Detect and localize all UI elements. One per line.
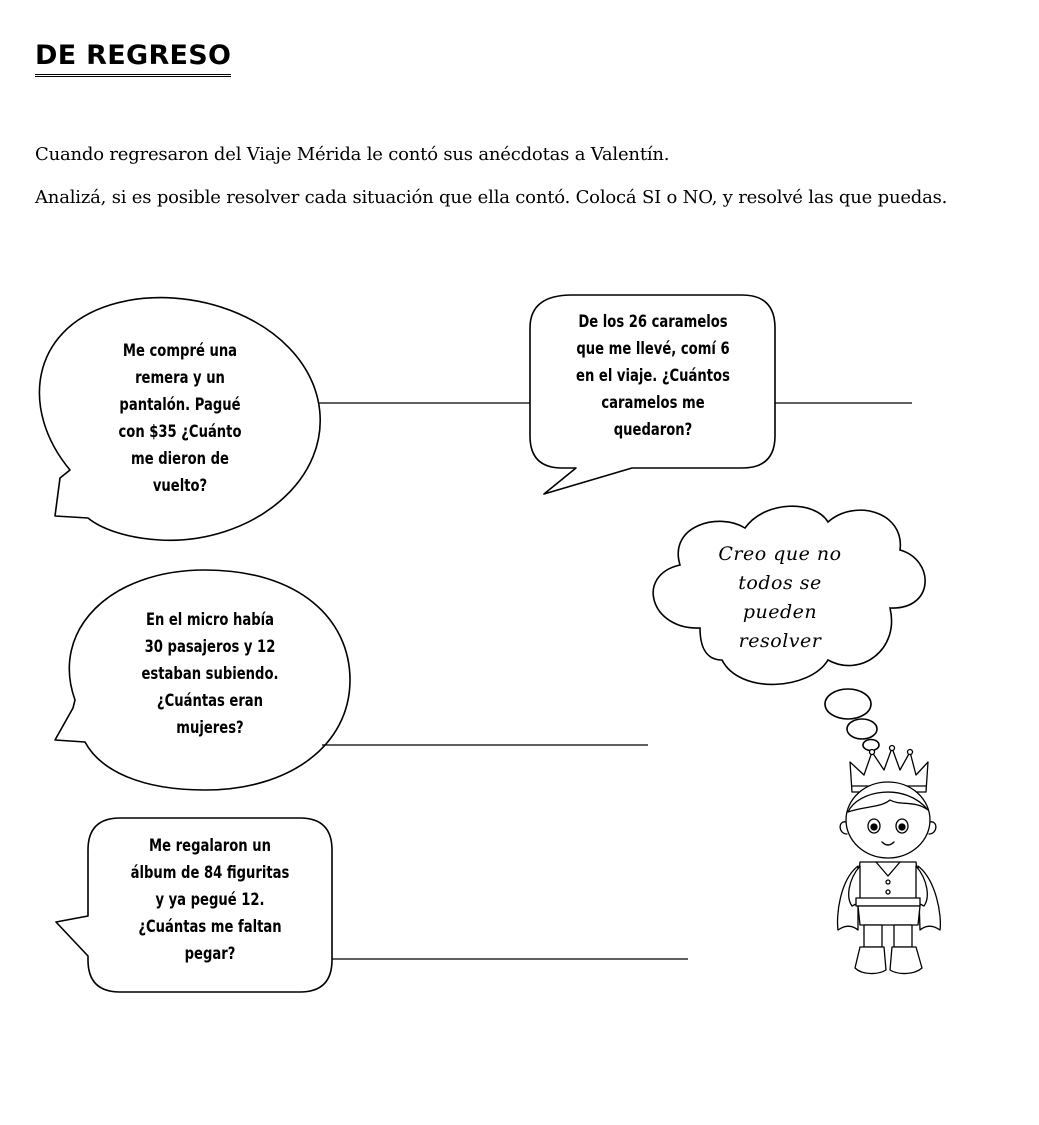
thought-dot-small xyxy=(863,740,879,751)
prince-illustration xyxy=(838,746,941,974)
bubble-4-line: ¿Cuántas me faltan xyxy=(138,917,282,937)
thought-line: Creo que no xyxy=(718,543,842,565)
thought-line: todos se xyxy=(738,572,822,594)
bubble-1-line: vuelto? xyxy=(152,476,208,496)
instructions-text: Analizá, si es posible resolver cada situación que ella contó. Colocá SI o NO, y resolvé las que puedas. xyxy=(35,187,948,208)
answer-lines xyxy=(318,403,912,959)
bubble-3-line: estaban subiendo. xyxy=(141,664,279,684)
thought-dot-medium xyxy=(847,719,877,739)
bubble-4-line: álbum de 84 figuritas xyxy=(130,863,290,883)
bubble-1-line: con $35 ¿Cuánto xyxy=(118,422,242,442)
bubble-1-line: me dieron de xyxy=(131,449,229,469)
bubble-4-line: pegar? xyxy=(184,944,236,964)
bubble-3-line: mujeres? xyxy=(176,718,244,738)
bubble-3-text xyxy=(124,607,296,742)
bubble-1-text xyxy=(111,338,249,500)
bubble-1-line: remera y un xyxy=(135,368,225,388)
bubble-2-line: caramelos me xyxy=(601,393,705,413)
bubble-4-line: Me regalaron un xyxy=(149,836,271,856)
page-title: DE REGRESO xyxy=(35,38,231,77)
bubble-3-line: ¿Cuántas eran xyxy=(156,691,264,711)
thought-dot-large xyxy=(825,689,871,719)
intro-text: Cuando regresaron del Viaje Mérida le contó sus anécdotas a Valentín. xyxy=(35,144,670,165)
bubble-4-text xyxy=(115,833,304,968)
bubble-2-line: quedaron? xyxy=(613,420,693,440)
bubble-3-line: En el micro había xyxy=(145,610,275,630)
bubble-3-line: 30 pasajeros y 12 xyxy=(144,637,276,657)
thought-line: resolver xyxy=(738,630,822,652)
bubble-2-text xyxy=(558,309,749,444)
thought-text xyxy=(700,540,860,656)
bubble-1-line: Me compré una xyxy=(122,341,238,361)
thought-line: pueden xyxy=(742,601,818,623)
bubble-2-line: De los 26 caramelos xyxy=(578,312,728,332)
bubble-4-line: y ya pegué 12. xyxy=(155,890,265,910)
bubble-2-line: en el viaje. ¿Cuántos xyxy=(576,366,730,386)
bubble-1-line: pantalón. Pagué xyxy=(119,395,241,415)
bubble-2-line: que me llevé, comí 6 xyxy=(576,339,730,359)
